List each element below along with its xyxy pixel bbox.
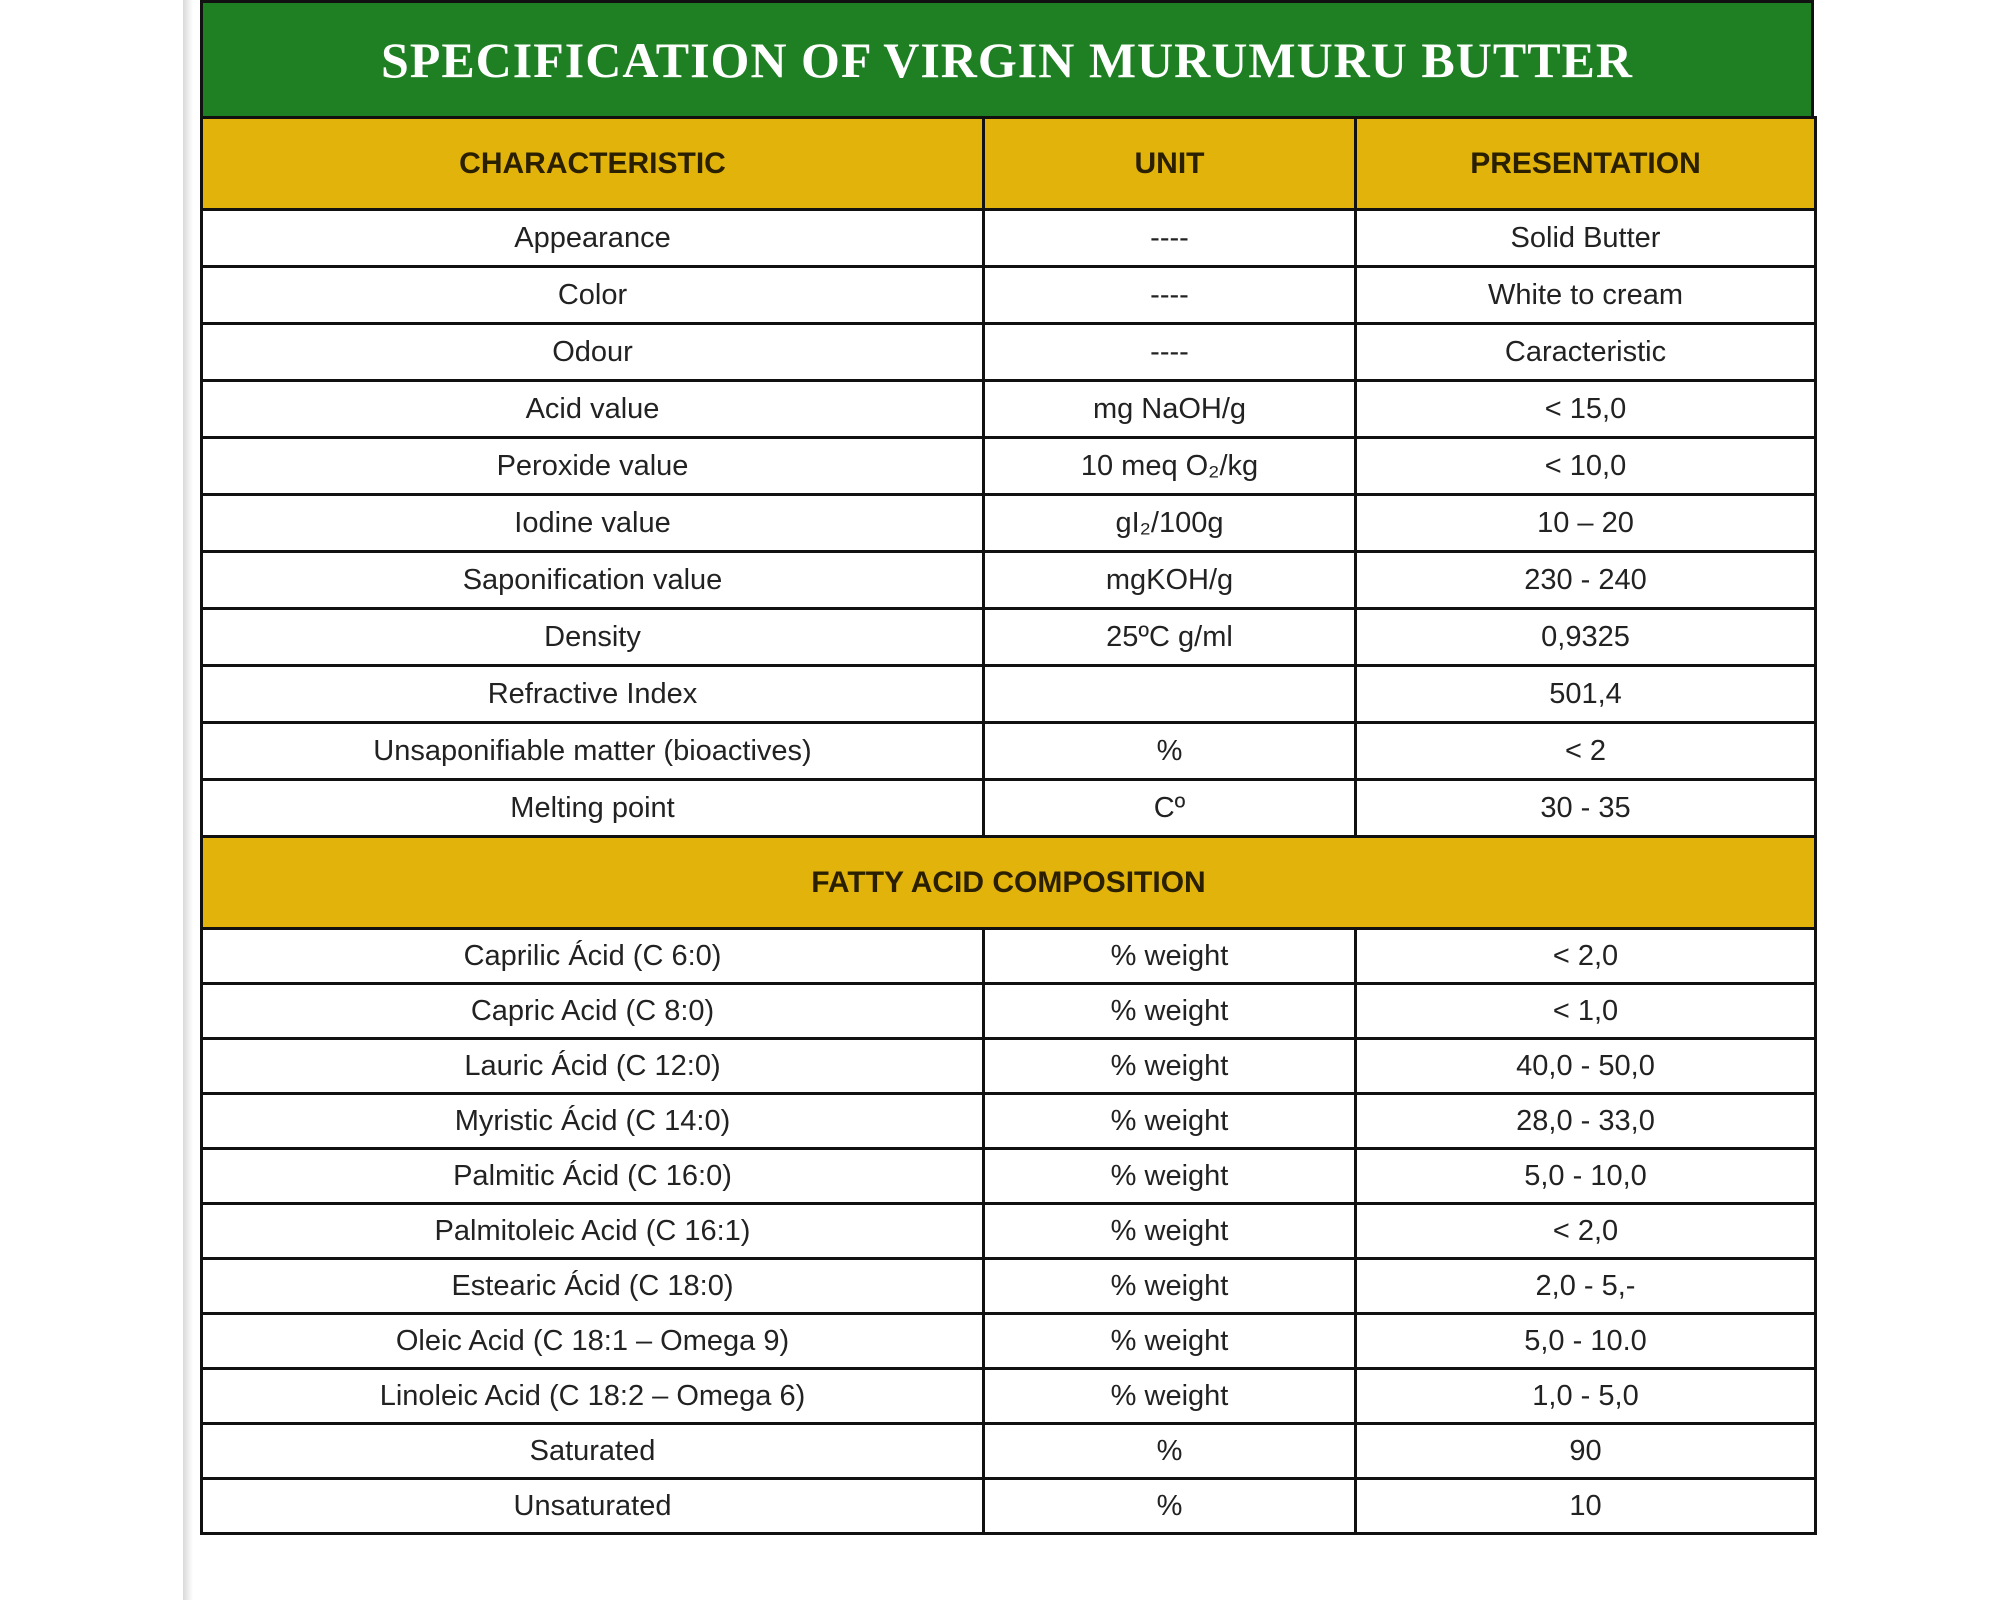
cell-unit: gI₂/100g	[984, 495, 1356, 552]
table-row	[202, 381, 1816, 438]
cell-characteristic: Capric Acid (C 8:0)	[202, 984, 984, 1039]
cell-unit	[984, 666, 1356, 723]
table-row	[202, 1369, 1816, 1424]
section-title: FATTY ACID COMPOSITION	[202, 837, 1816, 929]
cell-unit: ----	[984, 210, 1356, 267]
cell-presentation: < 2,0	[1356, 1204, 1816, 1259]
table-row	[202, 1314, 1816, 1369]
cell-unit: %	[984, 723, 1356, 780]
cell-characteristic: Refractive Index	[202, 666, 984, 723]
cell-characteristic: Acid value	[202, 381, 984, 438]
cell-characteristic: Unsaturated	[202, 1479, 984, 1534]
cell-presentation: < 2	[1356, 723, 1816, 780]
cell-presentation: < 1,0	[1356, 984, 1816, 1039]
cell-presentation: 501,4	[1356, 666, 1816, 723]
cell-unit: ----	[984, 324, 1356, 381]
cell-presentation: 2,0 - 5,-	[1356, 1259, 1816, 1314]
table-row	[202, 609, 1816, 666]
cell-presentation: 28,0 - 33,0	[1356, 1094, 1816, 1149]
table-row	[202, 267, 1816, 324]
cell-unit: % weight	[984, 1204, 1356, 1259]
table-row	[202, 495, 1816, 552]
table-row	[202, 666, 1816, 723]
cell-unit: % weight	[984, 929, 1356, 984]
table-row	[202, 324, 1816, 381]
table-row	[202, 984, 1816, 1039]
cell-characteristic: Color	[202, 267, 984, 324]
cell-characteristic: Density	[202, 609, 984, 666]
cell-presentation: < 10,0	[1356, 438, 1816, 495]
table-row	[202, 1479, 1816, 1534]
header-row	[202, 118, 1816, 210]
column-header-unit: UNIT	[984, 118, 1356, 210]
cell-unit: %	[984, 1479, 1356, 1534]
cell-presentation: 230 - 240	[1356, 552, 1816, 609]
cell-presentation: < 2,0	[1356, 929, 1816, 984]
cell-presentation: Caracteristic	[1356, 324, 1816, 381]
cell-presentation: 0,9325	[1356, 609, 1816, 666]
cell-unit: % weight	[984, 1314, 1356, 1369]
specification-table	[200, 116, 1817, 1535]
cell-characteristic: Unsaponifiable matter (bioactives)	[202, 723, 984, 780]
table-row	[202, 1204, 1816, 1259]
cell-characteristic: Caprilic Ácid (C 6:0)	[202, 929, 984, 984]
cell-unit: 10 meq O₂/kg	[984, 438, 1356, 495]
cell-presentation: 1,0 - 5,0	[1356, 1369, 1816, 1424]
cell-characteristic: Iodine value	[202, 495, 984, 552]
table-row	[202, 438, 1816, 495]
cell-unit: ----	[984, 267, 1356, 324]
cell-unit: % weight	[984, 1259, 1356, 1314]
cell-characteristic: Odour	[202, 324, 984, 381]
table-row	[202, 929, 1816, 984]
fatty-acids-body	[202, 929, 1816, 1534]
cell-unit: %	[984, 1424, 1356, 1479]
table-row	[202, 1094, 1816, 1149]
table-row	[202, 1259, 1816, 1314]
cell-characteristic: Estearic Ácid (C 18:0)	[202, 1259, 984, 1314]
table-row	[202, 780, 1816, 837]
cell-presentation: 5,0 - 10,0	[1356, 1149, 1816, 1204]
title-banner	[200, 0, 1814, 116]
cell-unit: Cº	[984, 780, 1356, 837]
cell-characteristic: Palmitoleic Acid (C 16:1)	[202, 1204, 984, 1259]
table-row	[202, 210, 1816, 267]
table-row	[202, 1039, 1816, 1094]
cell-unit: mgKOH/g	[984, 552, 1356, 609]
section-header-row	[202, 837, 1816, 929]
cell-characteristic: Lauric Ácid (C 12:0)	[202, 1039, 984, 1094]
cell-presentation: White to cream	[1356, 267, 1816, 324]
cell-unit: mg NaOH/g	[984, 381, 1356, 438]
cell-presentation: 10	[1356, 1479, 1816, 1534]
characteristics-body	[202, 210, 1816, 837]
page-edge-shadow	[183, 0, 193, 1600]
cell-characteristic: Oleic Acid (C 18:1 – Omega 9)	[202, 1314, 984, 1369]
table-row	[202, 1149, 1816, 1204]
cell-unit: % weight	[984, 1094, 1356, 1149]
cell-unit: % weight	[984, 1039, 1356, 1094]
cell-characteristic: Palmitic Ácid (C 16:0)	[202, 1149, 984, 1204]
cell-unit: % weight	[984, 984, 1356, 1039]
cell-characteristic: Saponification value	[202, 552, 984, 609]
cell-presentation: 40,0 - 50,0	[1356, 1039, 1816, 1094]
cell-presentation: Solid Butter	[1356, 210, 1816, 267]
column-header-characteristic: CHARACTERISTIC	[202, 118, 984, 210]
cell-characteristic: Saturated	[202, 1424, 984, 1479]
cell-characteristic: Appearance	[202, 210, 984, 267]
cell-presentation: 10 – 20	[1356, 495, 1816, 552]
cell-characteristic: Linoleic Acid (C 18:2 – Omega 6)	[202, 1369, 984, 1424]
cell-unit: % weight	[984, 1369, 1356, 1424]
table-row	[202, 1424, 1816, 1479]
cell-presentation: 5,0 - 10.0	[1356, 1314, 1816, 1369]
cell-presentation: 90	[1356, 1424, 1816, 1479]
cell-unit: % weight	[984, 1149, 1356, 1204]
page-title: SPECIFICATION OF VIRGIN MURUMURU BUTTER	[380, 31, 1634, 88]
cell-characteristic: Myristic Ácid (C 14:0)	[202, 1094, 984, 1149]
cell-presentation: 30 - 35	[1356, 780, 1816, 837]
cell-unit: 25ºC g/ml	[984, 609, 1356, 666]
table-row	[202, 552, 1816, 609]
specification-sheet	[200, 0, 1814, 1600]
column-header-presentation: PRESENTATION	[1356, 118, 1816, 210]
cell-presentation: < 15,0	[1356, 381, 1816, 438]
table-row	[202, 723, 1816, 780]
cell-characteristic: Melting point	[202, 780, 984, 837]
cell-characteristic: Peroxide value	[202, 438, 984, 495]
